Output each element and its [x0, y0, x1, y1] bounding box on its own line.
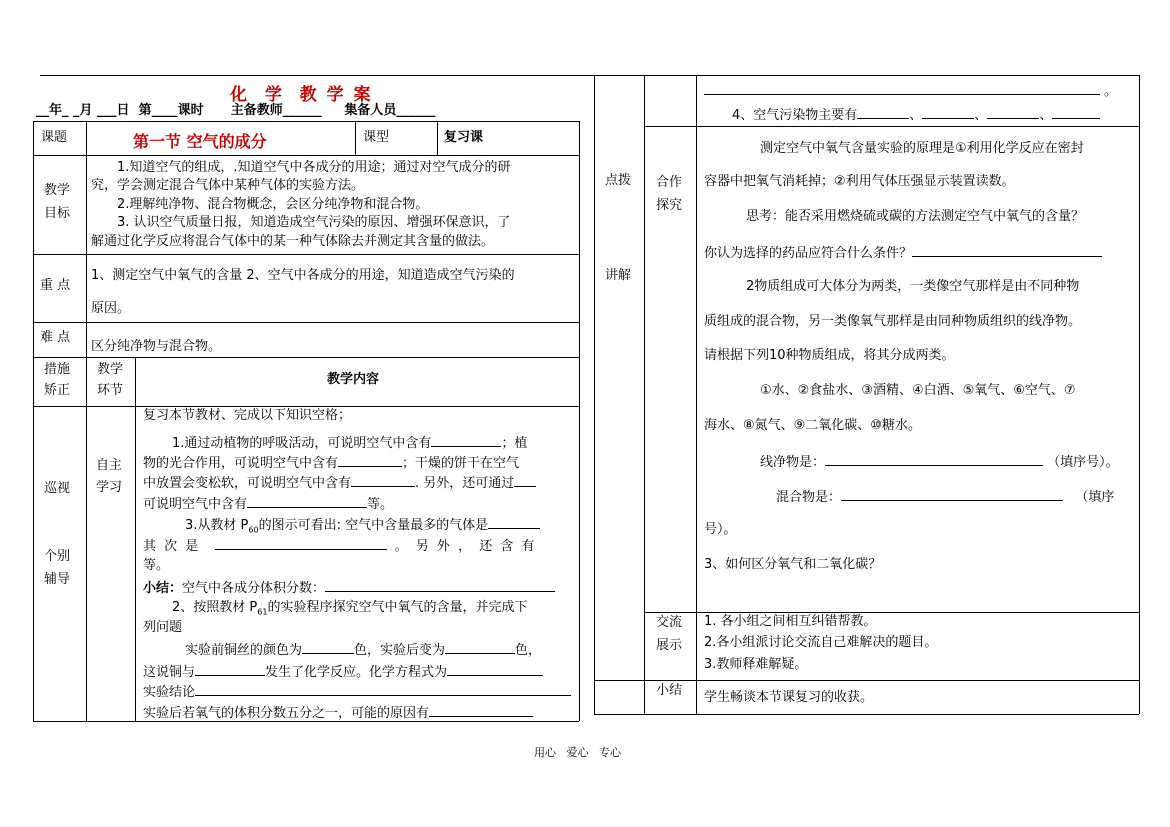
text: 实验后若氧气的体积分数五分之一，可能的原因有 [143, 706, 430, 721]
key-label: 重 点 [40, 278, 71, 293]
goal-line-1: 1.知道空气的组成，.知道空气中各成分的用途；通过对空气成分的研 [117, 160, 511, 175]
top-dot: 。 [1104, 84, 1118, 99]
content-line [172, 599, 527, 622]
text: 色， [515, 643, 542, 658]
top-blank-line[interactable] [704, 94, 1100, 95]
coop-line: ①水、②食盐水、③酒精、④白酒、⑤氧气、⑥空气、⑦ [760, 383, 1076, 398]
text: . 另外，还可通过 [415, 476, 515, 491]
text: 线净物是： [760, 455, 826, 470]
stage-coop-2: 探究 [656, 198, 683, 213]
text: 混合物是： [776, 490, 842, 505]
summary-text: 学生畅谈本节课复习的收获。 [704, 690, 874, 705]
text: 、 [974, 108, 988, 123]
content-line [172, 433, 527, 453]
key-line-1: 1、测定空气中氧气的含量 2、空气中各成分的用途，知道造成空气污染的 [91, 268, 515, 283]
text: ；植 [501, 436, 528, 451]
content-header: 教学内容 [327, 372, 380, 387]
side-coach: 辅导 [44, 572, 71, 587]
topic-title: 第一节 空气的成分 [133, 132, 267, 151]
page-title: 化 学 教 学 案 [230, 85, 373, 105]
stage-label-1: 教学 [97, 362, 124, 377]
stage-coop-1: 合作 [656, 175, 683, 190]
blank[interactable] [429, 703, 533, 717]
blank[interactable] [922, 105, 974, 119]
text: 3.从教材 P [185, 518, 249, 533]
text: 空气中各成分体积分数： [182, 581, 326, 596]
goals-label-2: 目标 [44, 206, 71, 221]
coop-line [760, 452, 1119, 472]
blank[interactable] [338, 453, 402, 467]
text: 。 另 外 ， 还 含 有 [394, 539, 535, 554]
difficult-label: 难 点 [40, 330, 71, 345]
content-line [143, 453, 519, 473]
type-value: 复习课 [444, 130, 484, 145]
text: ；干燥的饼干在空气 [402, 456, 520, 471]
blank[interactable] [195, 662, 265, 676]
blank[interactable] [195, 682, 571, 696]
blank[interactable] [1052, 105, 1100, 119]
text: 61 [257, 607, 268, 617]
content-line [143, 494, 393, 514]
content-line: 等。 [143, 558, 170, 573]
topic-label: 课题 [41, 130, 68, 145]
key-line-2: 原因。 [91, 301, 131, 316]
coop-line: 测定空气中氧气含量实验的原理是①利用化学反应在密封 [760, 141, 1084, 156]
goal-line-4: 3. 认识空气质量日报，知道造成空气污染的原因、增强环保意识，了 [117, 215, 511, 230]
measure-label-1: 措施 [44, 362, 71, 377]
exchange-line-3: 3.教师释难解疑。 [704, 657, 808, 672]
blank[interactable] [841, 487, 1063, 501]
coop-line: 海水、⑧氮气、⑨二氧化碳、⑩糖水。 [704, 418, 921, 433]
text: 小结： [143, 581, 183, 596]
text: 1.通过动植物的呼吸活动，可说明空气中含有 [172, 436, 432, 451]
content-line [143, 703, 533, 723]
coop-line: 请根据下列10种物质组成，将其分成两类。 [704, 348, 955, 363]
content-line [143, 662, 543, 682]
text: 实验结论 [143, 685, 196, 700]
blank[interactable] [447, 662, 543, 676]
coop-line: 号）。 [704, 522, 737, 537]
blank[interactable] [912, 243, 1102, 257]
blank[interactable] [325, 578, 555, 592]
text: 的实验程序探究空气中氧气的含量，并完成下 [267, 600, 528, 615]
coop-line: 2物质组成可大体分为两类，一类像空气那样是由不同种物 [746, 279, 1080, 294]
blank[interactable] [825, 452, 1043, 466]
side-guidance: 点拨 [605, 173, 632, 188]
measure-label-2: 矫正 [44, 383, 71, 398]
type-label: 课型 [363, 130, 390, 145]
stage-label-2: 环节 [97, 383, 124, 398]
stage-self-1: 自主 [96, 458, 123, 473]
goal-line-3: 2.理解纯净物、混合物概念，会区分纯净物和混合物。 [117, 197, 429, 212]
blank[interactable] [431, 433, 501, 447]
text: 其 次 是 [143, 539, 199, 554]
content-line [143, 473, 536, 493]
text: 中放置会变松软，可说明空气中含有 [143, 476, 352, 491]
blank[interactable] [302, 640, 354, 654]
side-explain: 讲解 [605, 268, 632, 283]
goal-line-2: 究，学会测定混合气体中某种气体的实验方法。 [91, 178, 365, 193]
coop-line [704, 243, 1102, 263]
coop-line: 容器中把氧气消耗掉；②利用气体压强显示装置读数。 [704, 174, 1015, 189]
coop-line: 3、如何区分氧气和二氧化碳？ [704, 557, 882, 572]
content-line [143, 578, 555, 598]
text: 等。 [367, 497, 394, 512]
text: 发生了化学反应。化学方程式为 [265, 665, 448, 680]
stage-summary: 小结 [656, 683, 683, 698]
text: 2、按照教材 P [172, 600, 258, 615]
text: 物的光合作用，可说明空气中含有 [143, 456, 339, 471]
side-individual: 个别 [44, 549, 71, 564]
coop-line: 思考：能否采用燃烧硫或碳的方法测定空气中氧气的含量？ [746, 209, 1085, 224]
blank[interactable] [445, 640, 515, 654]
stage-exchange-2: 展示 [656, 638, 683, 653]
text: 的图示可看出: 空气中含量最多的气体是 [258, 518, 489, 533]
content-line [143, 536, 534, 556]
text: 、 [1039, 108, 1053, 123]
blank[interactable] [488, 515, 540, 529]
goal-line-5: 解通过化学反应将混合气体中的某一种气体除去并测定其含量的做法。 [91, 234, 495, 249]
content-line: 列问题 [143, 620, 183, 635]
stage-exchange-1: 交流 [656, 615, 683, 630]
blank[interactable] [987, 105, 1039, 119]
footer-motto: 用心 爱心 专心 [534, 746, 621, 759]
meta-line: __年_ _月 ___日 第____课时 主备教师______ 集备人员______ [36, 103, 436, 118]
coop-line: 质组成的混合物，另一类像氧气那样是由同种物质组织的线净物。 [704, 314, 1082, 329]
side-patrol: 巡视 [44, 481, 71, 496]
content-line [185, 640, 541, 660]
exchange-line-1: 1. 各小组之间相互纠错帮教。 [704, 614, 877, 629]
text: 你认为选择的药品应符合什么条件？ [704, 246, 913, 261]
exchange-line-2: 2.各小组派讨论交流自己难解决的题目。 [704, 635, 938, 650]
text: 色，实验后变为 [354, 643, 446, 658]
blank[interactable] [351, 473, 415, 487]
text: 实验前铜丝的颜色为 [185, 643, 303, 658]
difficult-text: 区分纯净物与混合物。 [91, 339, 222, 354]
text: 这说铜与 [143, 665, 196, 680]
blank[interactable] [247, 494, 367, 508]
text: 、 [909, 108, 923, 123]
blank[interactable] [514, 473, 536, 487]
blank[interactable] [215, 536, 387, 550]
text: 可说明空气中含有 [143, 497, 248, 512]
text: 60 [248, 525, 259, 535]
content-line [143, 682, 571, 702]
text: 4、空气污染物主要有 [732, 108, 858, 123]
blank[interactable] [857, 105, 909, 119]
content-line: 复习本节教材、完成以下知识空格； [143, 408, 352, 423]
stage-self-2: 学习 [96, 480, 123, 495]
pollutant-line [732, 105, 1100, 125]
coop-line [776, 487, 1114, 507]
text: （填序 [1075, 490, 1115, 505]
text: （填序号）。 [1047, 455, 1119, 470]
goals-label-1: 教学 [44, 183, 71, 198]
